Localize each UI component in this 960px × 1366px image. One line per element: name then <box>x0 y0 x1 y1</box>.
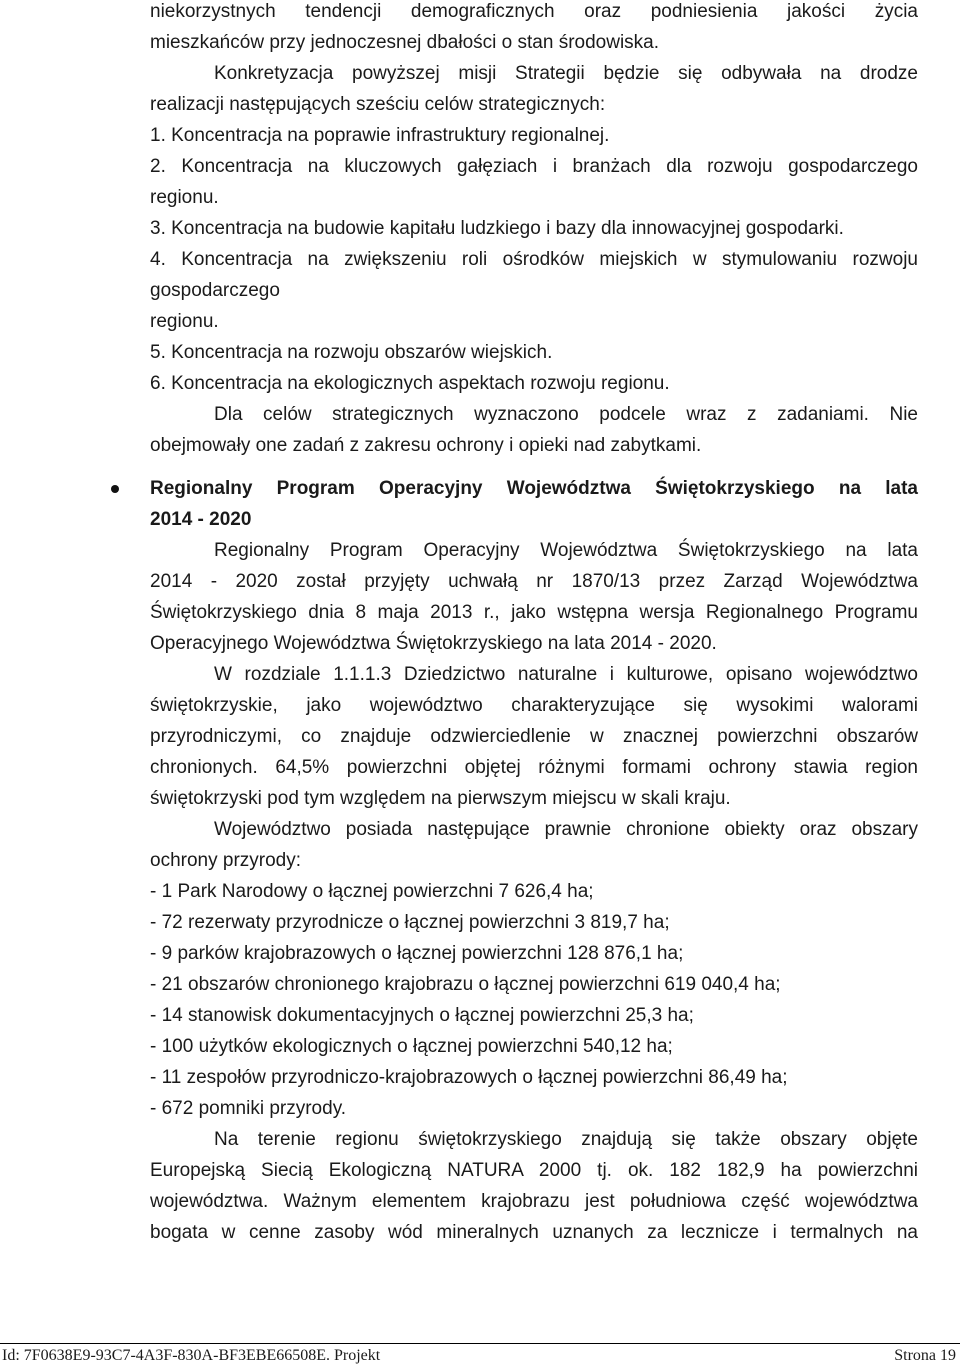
list-item: - 21 obszarów chronionego krajobrazu o łącznej powierzchni 619 040,4 ha; <box>150 974 781 995</box>
list-item: - 100 użytków ekologicznych o łącznej powierzchni 540,12 ha; <box>150 1036 673 1057</box>
text-line: mieszkańców przy jednoczesnej dbałości o stan środowiska. <box>150 32 660 53</box>
list-item: - 72 rezerwaty przyrodnicze o łącznej powierzchni 3 819,7 ha; <box>150 912 670 933</box>
text-line: świętokrzyski pod tym względem na pierwszym miejscu w skali kraju. <box>150 788 731 809</box>
list-item: - 11 zespołów przyrodniczo-krajobrazowych o łącznej powierzchni 86,49 ha; <box>150 1067 788 1088</box>
text-line: chronionych. 64,5% powierzchni objętej różnymi formami ochrony stawia region <box>150 757 918 778</box>
list-item: 1. Koncentracja na poprawie infrastruktury regionalnej. <box>150 125 610 146</box>
text-line: Regionalny Program Operacyjny Województwa Świętokrzyskiego na lata <box>214 540 918 561</box>
text-line: Operacyjnego Województwa Świętokrzyskiego na lata 2014 - 2020. <box>150 633 717 654</box>
text-line: świętokrzyskie, jako województwo charakteryzujące się wysokimi walorami <box>150 695 918 716</box>
list-item: regionu. <box>150 187 219 208</box>
text-line: bogata w cenne zasoby wód mineralnych uznanych za lecznicze i termalnych na <box>150 1222 918 1243</box>
bullet-icon <box>111 485 119 493</box>
text-line: Świętokrzyskiego dnia 8 maja 2013 r., jako wstępna wersja Regionalnego Programu <box>150 602 918 623</box>
list-item: 3. Koncentracja na budowie kapitału ludzkiego i bazy dla innowacyjnej gospodarki. <box>150 218 844 239</box>
text-line: 2014 - 2020 został przyjęty uchwałą nr 1870/13 przez Zarząd Województwa <box>150 571 918 592</box>
text-line: obejmowały one zadań z zakresu ochrony i opieki nad zabytkami. <box>150 435 702 456</box>
text-line: ochrony przyrody: <box>150 850 302 871</box>
list-item: - 1 Park Narodowy o łącznej powierzchni 7 626,4 ha; <box>150 881 594 902</box>
list-item: - 672 pomniki przyrody. <box>150 1098 347 1119</box>
list-item: 4. Koncentracja na zwiększeniu roli ośrodków miejskich w stymulowaniu rozwoju <box>150 249 918 270</box>
text-line: Europejską Siecią Ekologiczną NATURA 2000 tj. ok. 182 182,9 ha powierzchni <box>150 1160 918 1181</box>
list-item: - 9 parków krajobrazowych o łącznej powierzchni 128 876,1 ha; <box>150 943 684 964</box>
section-heading: Regionalny Program Operacyjny Województwa Świętokrzyskiego na lata <box>150 478 918 499</box>
list-item: regionu. <box>150 311 219 332</box>
text-line: województwa. Ważnym elementem krajobrazu jest południowa część województwa <box>150 1191 918 1212</box>
text-line: niekorzystnych tendencji demograficznych oraz podniesienia jakości życia <box>150 1 918 22</box>
footer-divider <box>0 1343 960 1344</box>
section-heading: 2014 - 2020 <box>150 509 252 530</box>
footer-page-number: Strona 19 <box>894 1347 956 1364</box>
text-line: przyrodniczymi, co znajduje odzwierciedlenie w znacznej powierzchni obszarów <box>150 726 918 747</box>
text-line: Województwo posiada następujące prawnie chronione obiekty oraz obszary <box>214 819 918 840</box>
footer-document-id: Id: 7F0638E9-93C7-4A3F-830A-BF3EBE66508E. Projekt <box>2 1347 381 1364</box>
list-item: 2. Koncentracja na kluczowych gałęziach i branżach dla rozwoju gospodarczego <box>150 156 918 177</box>
text-line: realizacji następujących sześciu celów strategicznych: <box>150 94 606 115</box>
list-item: 6. Koncentracja na ekologicznych aspektach rozwoju regionu. <box>150 373 670 394</box>
text-line: Na terenie regionu świętokrzyskiego znajdują się także obszary objęte <box>214 1129 918 1150</box>
text-line: W rozdziale 1.1.1.3 Dziedzictwo naturalne i kulturowe, opisano województwo <box>214 664 918 685</box>
list-item: 5. Koncentracja na rozwoju obszarów wiejskich. <box>150 342 553 363</box>
text-line: Konkretyzacja powyższej misji Strategii będzie się odbywała na drodze <box>214 63 918 84</box>
text-line: Dla celów strategicznych wyznaczono podcele wraz z zadaniami. Nie <box>214 404 918 425</box>
list-item: - 14 stanowisk dokumentacyjnych o łącznej powierzchni 25,3 ha; <box>150 1005 694 1026</box>
list-item: gospodarczego <box>150 280 280 301</box>
